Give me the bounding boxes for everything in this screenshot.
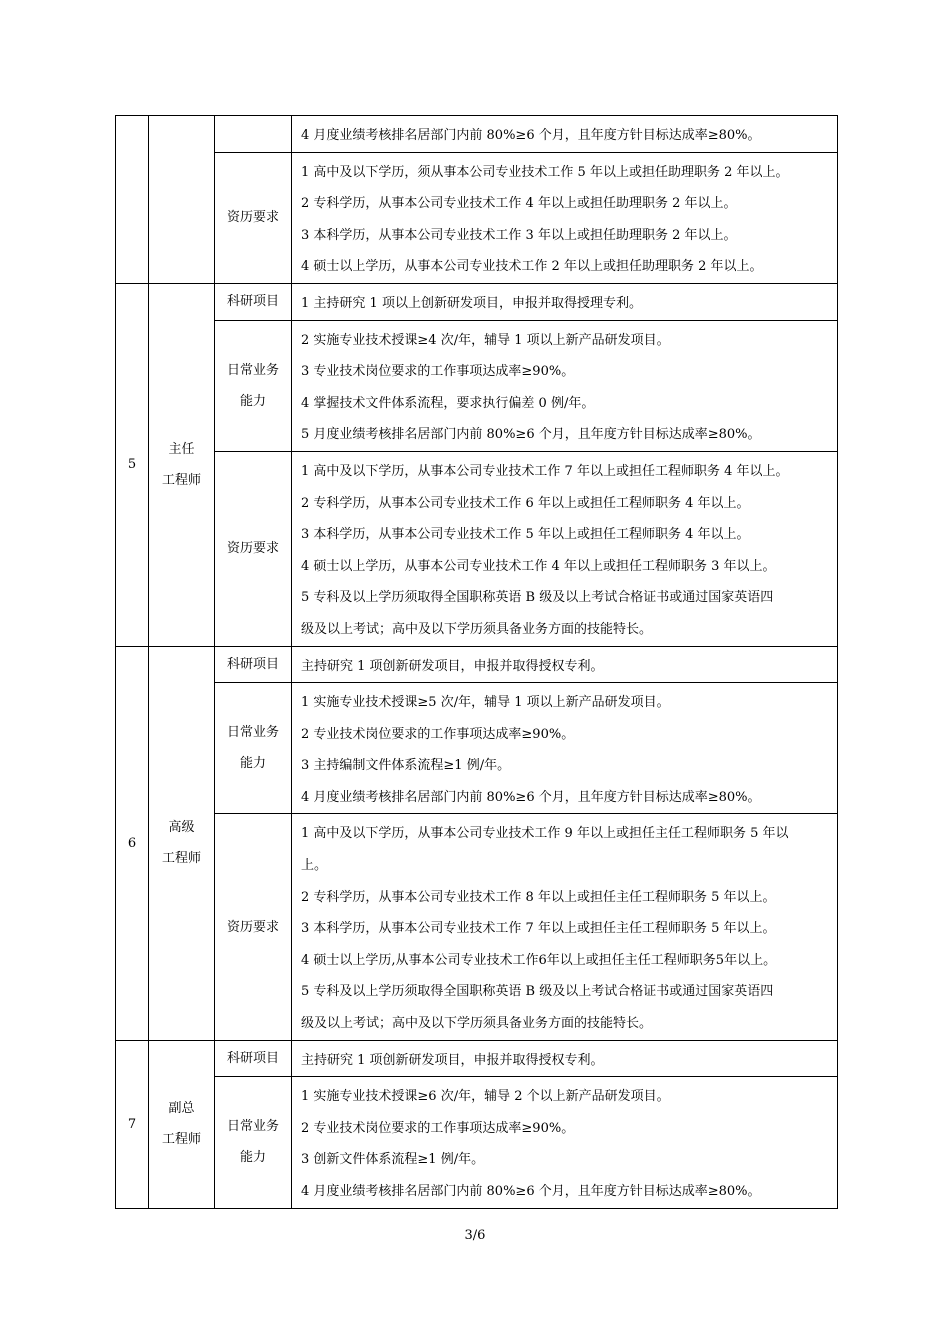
requirement-line: 级及以上考试；高中及以下学历须具备业务方面的技能特长。 <box>301 1016 653 1032</box>
requirement-cell <box>292 116 838 153</box>
table-row <box>116 646 838 683</box>
requirement-line: 3 专业技术岗位要求的工作事项达成率≥90%。 <box>301 364 575 380</box>
requirement-line: 1 主持研究 1 项以上创新研发项目，申报并取得授理专利。 <box>301 295 642 311</box>
category-cell <box>215 451 292 646</box>
category-label: 资历要求 <box>226 541 279 557</box>
requirement-line: 1 实施专业技术授课≥6 次/年，辅导 2 个以上新产品研发项目。 <box>301 1089 670 1105</box>
category-label: 日常业务 <box>226 725 279 741</box>
position-title-line: 主任 <box>168 441 195 457</box>
position-title <box>149 1040 215 1208</box>
requirement-line: 2 实施专业技术授课≥4 次/年，辅导 1 项以上新产品研发项目。 <box>301 332 670 348</box>
position-title-line: 副总 <box>168 1101 195 1117</box>
row-number <box>116 116 149 284</box>
table-row <box>116 320 838 451</box>
requirement-line: 3 本科学历，从事本公司专业技术工作 7 年以上或担任主任工程师职务 5 年以上。 <box>301 921 776 937</box>
position-title-line: 工程师 <box>161 472 201 488</box>
requirement-line: 3 主持编制文件体系流程≥1 例/年。 <box>301 758 511 774</box>
requirement-line: 5 月度业绩考核排名居部门内前 80%≥6 个月，且年度方针目标达成率≥80%。 <box>301 427 761 443</box>
requirement-line: 4 硕士以上学历，从事本公司专业技术工作 4 年以上或担任工程师职务 3 年以上。 <box>301 558 776 574</box>
requirement-line: 2 专业技术岗位要求的工作事项达成率≥90%。 <box>301 726 575 742</box>
category-cell <box>215 152 292 283</box>
table-row <box>116 814 838 1040</box>
row-number: 7 <box>116 1040 149 1208</box>
category-cell <box>215 116 292 153</box>
position-title-line: 工程师 <box>161 1132 201 1148</box>
requirement-line: 5 专科及以上学历须取得全国职称英语 B 级及以上考试合格证书或通过国家英语四 <box>301 590 774 606</box>
requirement-line: 2 专科学历，从事本公司专业技术工作 6 年以上或担任工程师职务 4 年以上。 <box>301 495 750 511</box>
category-label: 日常业务 <box>226 1119 279 1135</box>
requirement-cell <box>292 152 838 283</box>
requirement-line: 级及以上考试；高中及以下学历须具备业务方面的技能特长。 <box>301 621 653 637</box>
requirement-line: 主持研究 1 项创新研发项目，申报并取得授权专利。 <box>301 658 604 674</box>
requirement-line: 4 月度业绩考核排名居部门内前 80%≥6 个月，且年度方针目标达成率≥80%。 <box>301 789 761 805</box>
page-number: 3/6 <box>464 1228 486 1243</box>
category-cell <box>215 320 292 451</box>
table-row <box>116 1077 838 1208</box>
requirements-table <box>115 115 838 1209</box>
category-label: 科研项目 <box>226 294 279 310</box>
table-row <box>116 283 838 320</box>
table-row <box>116 116 838 153</box>
requirement-cell <box>292 646 838 683</box>
table-row <box>116 152 838 283</box>
table-body <box>116 116 838 1209</box>
requirement-cell <box>292 283 838 320</box>
requirement-line: 主持研究 1 项创新研发项目，申报并取得授权专利。 <box>301 1052 604 1068</box>
category-label: 能力 <box>239 393 266 409</box>
table-row <box>116 451 838 646</box>
category-label: 科研项目 <box>226 1050 279 1066</box>
requirement-line: 3 本科学历，从事本公司专业技术工作 5 年以上或担任工程师职务 4 年以上。 <box>301 527 750 543</box>
requirement-line: 2 专业技术岗位要求的工作事项达成率≥90%。 <box>301 1120 575 1136</box>
position-title <box>149 283 215 646</box>
requirement-line: 3 本科学历，从事本公司专业技术工作 3 年以上或担任助理职务 2 年以上。 <box>301 227 737 243</box>
requirement-line: 上。 <box>301 858 328 874</box>
category-cell <box>215 683 292 814</box>
category-cell <box>215 814 292 1040</box>
category-label: 日常业务 <box>226 362 279 378</box>
position-title-line: 工程师 <box>161 851 201 867</box>
category-label: 能力 <box>239 1150 266 1166</box>
requirement-cell <box>292 451 838 646</box>
requirement-cell <box>292 814 838 1040</box>
requirement-cell <box>292 683 838 814</box>
requirement-line: 4 月度业绩考核排名居部门内前 80%≥6 个月，且年度方针目标达成率≥80%。 <box>301 1184 761 1199</box>
requirement-line: 1 高中及以下学历，从事本公司专业技术工作 9 年以上或担任主任工程师职务 5 年以 <box>301 826 789 842</box>
table-row <box>116 683 838 814</box>
category-label: 能力 <box>239 756 266 772</box>
category-label: 资历要求 <box>226 919 279 935</box>
category-label: 科研项目 <box>226 656 279 672</box>
requirement-line: 5 专科及以上学历须取得全国职称英语 B 级及以上考试合格证书或通过国家英语四 <box>301 984 774 1000</box>
requirement-line: 1 高中及以下学历，须从事本公司专业技术工作 5 年以上或担任助理职务 2 年以上。 <box>301 164 789 180</box>
requirement-line: 4 掌握技术文件体系流程，要求执行偏差 0 例/年。 <box>301 395 595 411</box>
requirement-line: 1 高中及以下学历，从事本公司专业技术工作 7 年以上或担任工程师职务 4 年以上。 <box>301 463 789 479</box>
requirement-line: 4 月度业绩考核排名居部门内前 80%≥6 个月，且年度方针目标达成率≥80%。 <box>301 128 761 143</box>
requirement-cell <box>292 1077 838 1208</box>
requirement-line: 2 专科学历，从事本公司专业技术工作 8 年以上或担任主任工程师职务 5 年以上。 <box>301 889 776 905</box>
requirement-cell <box>292 320 838 451</box>
requirement-cell <box>292 1040 838 1077</box>
position-title <box>149 116 215 284</box>
category-cell <box>215 1077 292 1208</box>
category-cell <box>215 283 292 320</box>
requirement-line: 2 专科学历，从事本公司专业技术工作 4 年以上或担任助理职务 2 年以上。 <box>301 196 737 212</box>
category-cell <box>215 646 292 683</box>
row-number: 6 <box>116 646 149 1040</box>
category-label: 资历要求 <box>226 210 279 226</box>
requirement-line: 4 硕士以上学历，从事本公司专业技术工作 2 年以上或担任助理职务 2 年以上。 <box>301 259 763 275</box>
position-title <box>149 646 215 1040</box>
requirement-line: 4 硕士以上学历,从事本公司专业技术工作6年以上或担任主任工程师职务5年以上。 <box>301 952 777 968</box>
category-cell <box>215 1040 292 1077</box>
requirement-line: 1 实施专业技术授课≥5 次/年，辅导 1 项以上新产品研发项目。 <box>301 695 670 711</box>
table-row <box>116 1040 838 1077</box>
requirement-line: 3 创新文件体系流程≥1 例/年。 <box>301 1152 485 1168</box>
row-number: 5 <box>116 283 149 646</box>
position-title-line: 高级 <box>168 820 195 836</box>
